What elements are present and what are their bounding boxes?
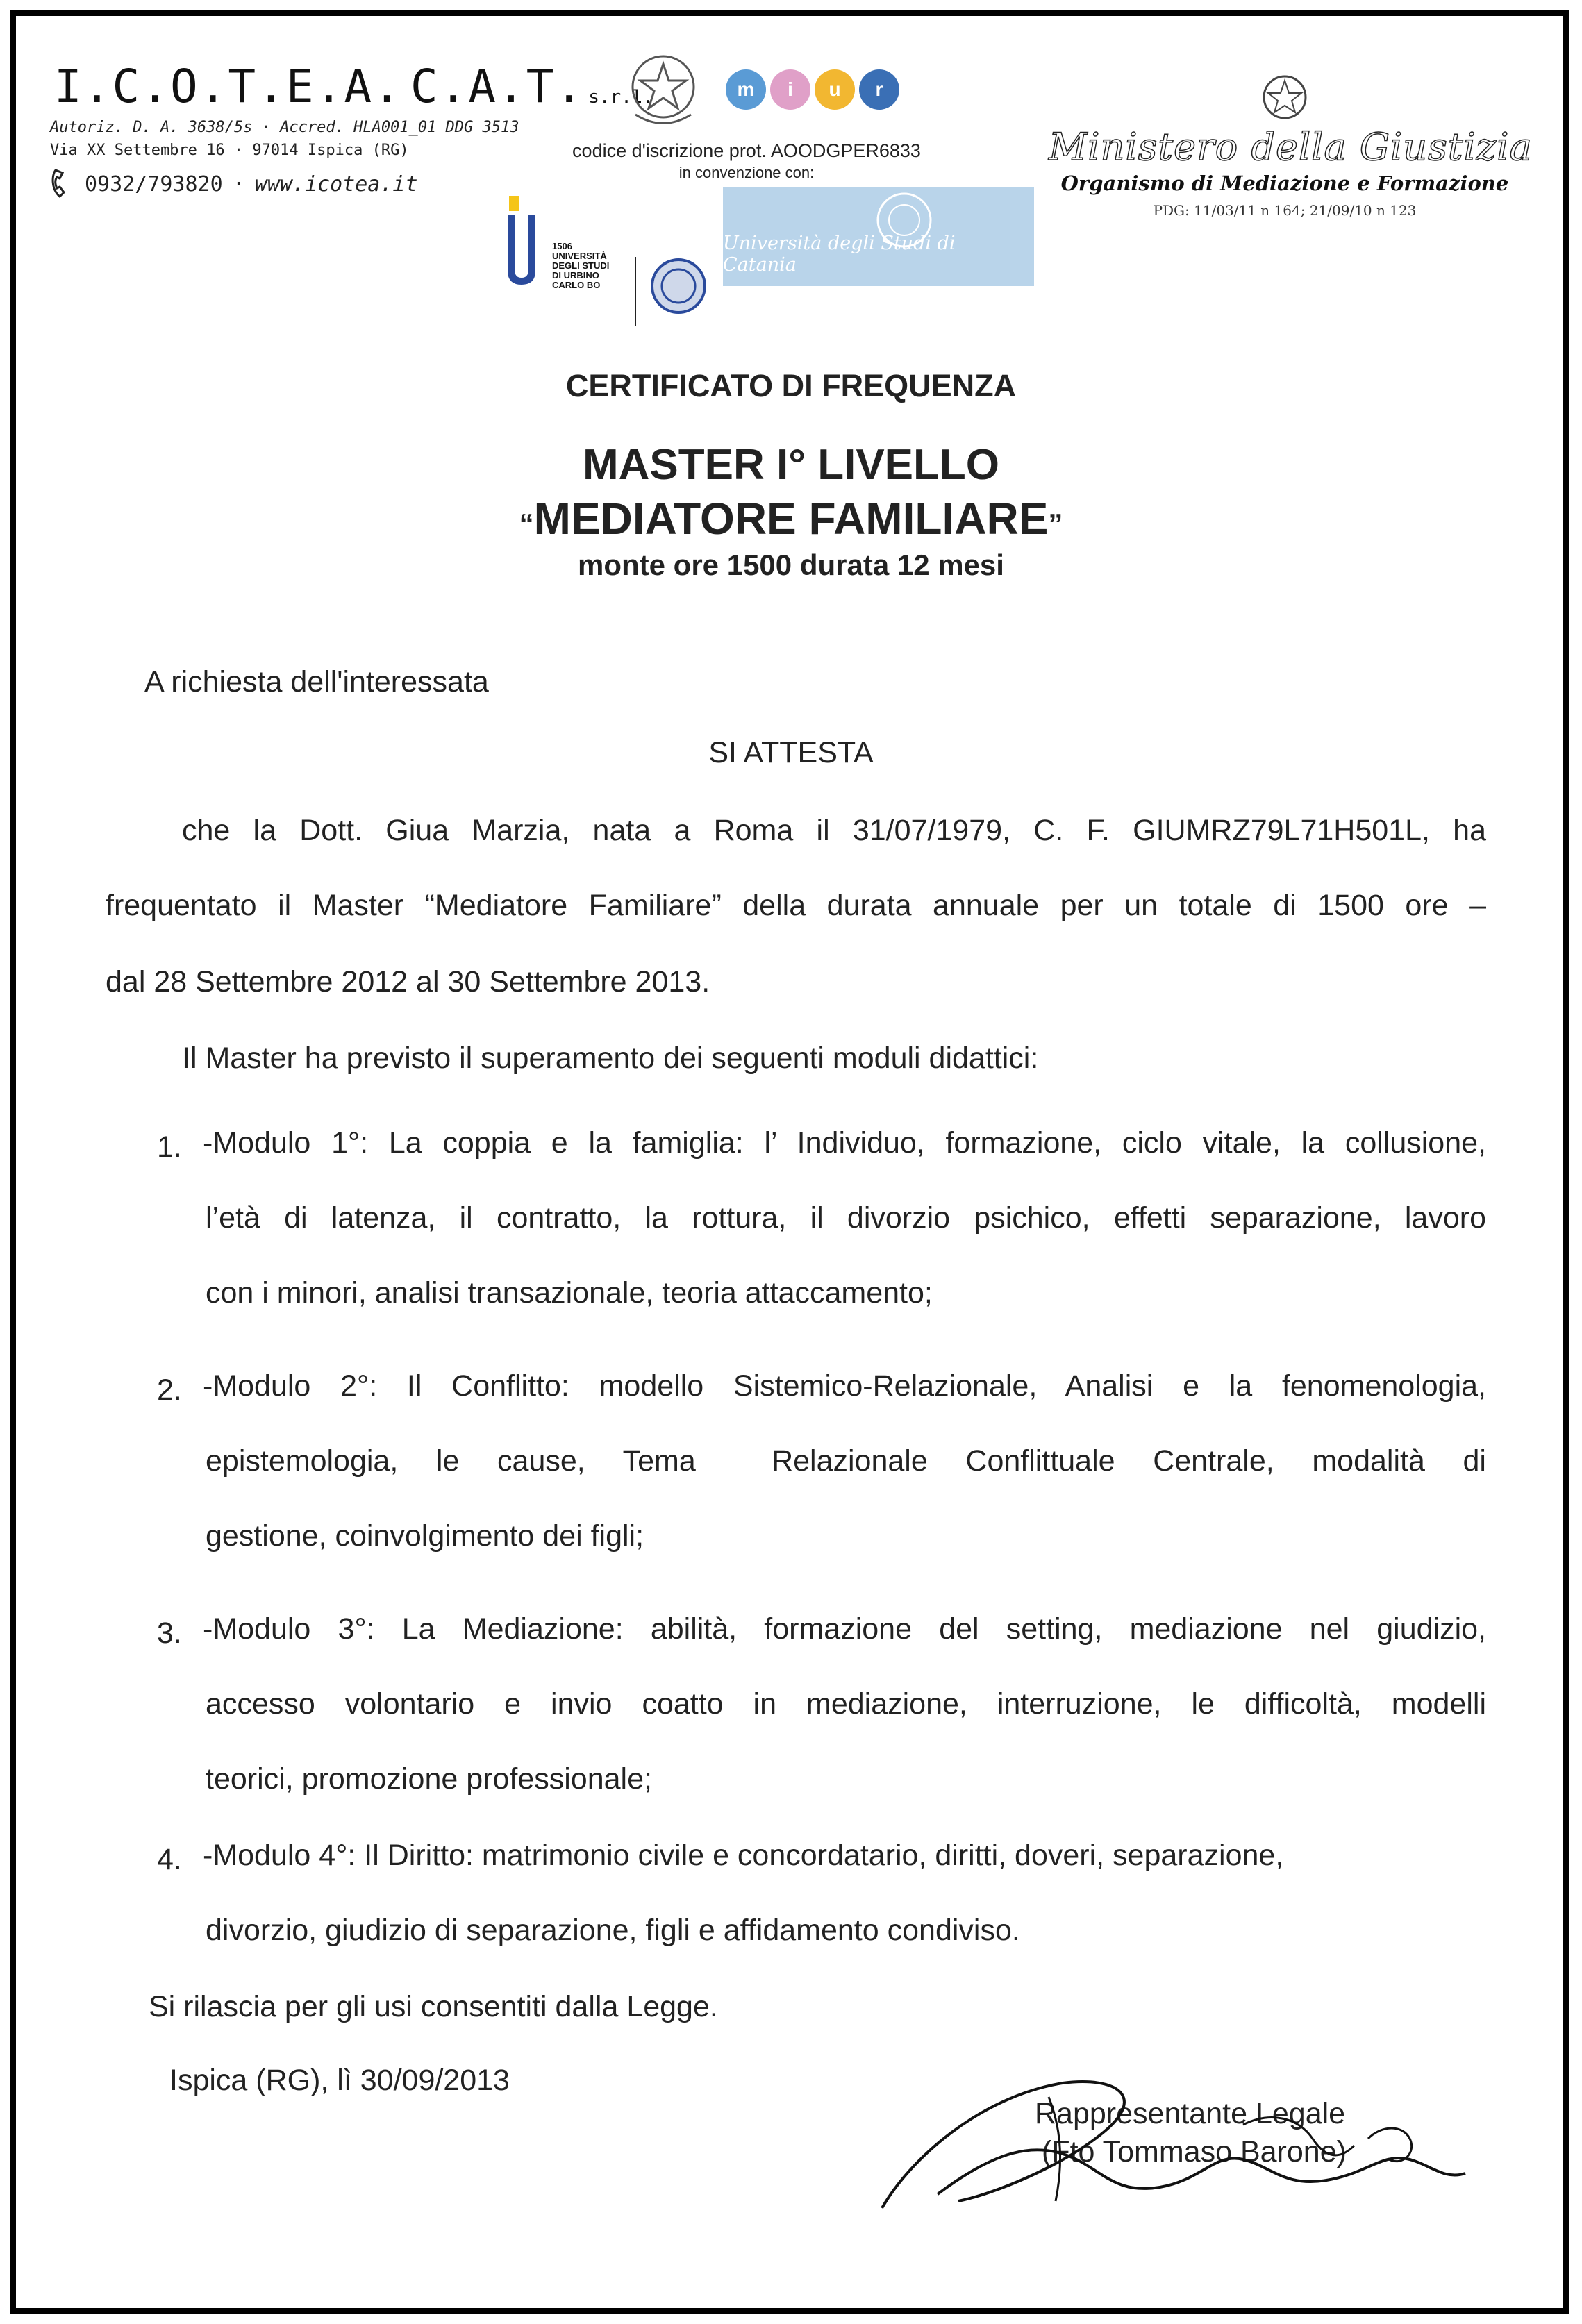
module-line: -Modulo 1°: La coppia e la famiglia: l’ Individuo, formazione, ciclo vitale, la collusione, <box>203 1126 1486 1160</box>
ministry-header <box>1049 69 1533 219</box>
paragraph-line-1: che la Dott. Giua Marzia, nata a Roma il 31/07/1979, C. F. GIUMRZ79L71H501L, ha <box>182 814 1486 847</box>
course-name <box>0 493 1582 544</box>
phone-number: 0932/793820 <box>85 172 223 197</box>
logo-icotea-text: I.C.O.T.E.A. <box>54 60 402 113</box>
icotea-header <box>50 60 654 199</box>
contact-line <box>50 169 494 199</box>
authorization-text: Autoriz. D. A. 3638/5s · Accred. HLA001_01 DDG 3513 <box>50 119 519 136</box>
pdg-reference: PDG: 11/03/11 n 164; 21/09/10 n 123 <box>1153 202 1417 219</box>
module-number: 4. <box>157 1843 182 1876</box>
module-line: -Modulo 2°: Il Conflitto: modello Sistemico-Relazionale, Analisi e la fenomenologia, <box>203 1369 1486 1403</box>
module-number: 3. <box>157 1616 182 1650</box>
address-text: Via XX Settembre 16 · 97014 Ispica (RG) <box>50 142 409 159</box>
uniurb-seal-icon <box>649 257 708 315</box>
module-line: divorzio, giudizio di separazione, figli e affidamento condiviso. <box>206 1914 1020 1947</box>
logo-cat-text: C.A.T. <box>410 60 585 113</box>
signature-name: (Fto Tommaso Barone) <box>1042 2135 1347 2168</box>
document-frame <box>10 10 1569 2314</box>
paragraph-line-2: frequentato il Master “Mediatore Familiare” della durata annuale per un totale di 1500 ore – <box>106 889 1486 922</box>
uniurb-line2: DEGLI STUDI <box>552 260 610 271</box>
uniurb-year: 1506 <box>552 241 572 251</box>
course-title: MEDIATORE FAMILIARE <box>533 494 1049 544</box>
republic-emblem-icon <box>1257 69 1313 125</box>
paragraph-line-3: dal 28 Settembre 2012 al 30 Settembre 2013. <box>106 965 710 998</box>
organism-title: Organismo di Mediazione e Formazione <box>1060 172 1509 195</box>
convention-label: in convenzione con: <box>678 164 815 181</box>
attest-heading: SI ATTESTA <box>708 736 874 769</box>
master-level: MASTER I° LIVELLO <box>582 441 1000 489</box>
modules-intro: Il Master ha previsto il superamento dei seguenti moduli didattici: <box>182 1042 1039 1075</box>
module-line: con i minori, analisi transazionale, teoria attaccamento; <box>206 1276 933 1310</box>
uniurb-line1: UNIVERSITÀ <box>552 251 607 261</box>
module-line: -Modulo 3°: La Mediazione: abilità, formazione del setting, mediazione nel giudizio, <box>203 1612 1486 1646</box>
logo-srl-text: s.r.l. <box>588 87 654 108</box>
course-details: monte ore 1500 durata 12 mesi <box>578 549 1004 581</box>
request-line: A richiesta dell'interessata <box>144 665 489 699</box>
release-statement: Si rilascia per gli usi consentiti dalla Legge. <box>149 1990 718 2023</box>
uniurb-line4: CARLO BO <box>552 280 601 290</box>
registration-code: codice d'iscrizione prot. AOODGPER6833 <box>572 140 921 161</box>
module-line: epistemologia, le cause, Tema Relazionale Conflittuale Centrale, modalità di <box>206 1444 1486 1478</box>
open-quote: “ <box>519 508 534 540</box>
close-quote: ” <box>1048 508 1063 540</box>
certificate-title: CERTIFICATO DI FREQUENZA <box>565 368 1017 403</box>
module-number: 2. <box>157 1373 182 1407</box>
website-link[interactable]: www.icotea.it <box>254 172 418 197</box>
miur-letter-r: r <box>859 69 899 110</box>
unict-name: Università degli Studi di Catania <box>723 233 956 276</box>
miur-letter-u: u <box>815 69 855 110</box>
module-line: l’età di latenza, il contratto, la rottura, il divorzio psichico, effetti separazione, lavoro <box>206 1201 1486 1235</box>
module-line: gestione, coinvolgimento dei figli; <box>206 1519 644 1553</box>
separator-dot: · <box>232 172 245 197</box>
place-date: Ispica (RG), lì 30/09/2013 <box>169 2064 510 2097</box>
handwritten-signature <box>854 2055 1479 2222</box>
uniurb-logo <box>503 187 642 326</box>
module-number: 1. <box>157 1130 182 1164</box>
miur-letter-i: i <box>770 69 810 110</box>
unict-seal-icon <box>876 192 933 249</box>
module-line: -Modulo 4°: Il Diritto: matrimonio civile e concordatario, diritti, doveri, separazione, <box>203 1839 1284 1872</box>
miur-logo <box>726 69 899 110</box>
italian-emblem-icon <box>625 49 701 132</box>
miur-letter-m: m <box>726 69 766 110</box>
accreditation-header <box>503 49 1045 299</box>
signature-role: Rappresentante Legale <box>1035 2097 1346 2130</box>
uniurb-line3: DI URBINO <box>552 270 599 281</box>
module-line: teorici, promozione professionale; <box>206 1762 652 1796</box>
phone-icon <box>50 169 75 199</box>
module-line: accesso volontario e invio coatto in mediazione, interruzione, le difficoltà, modelli <box>206 1687 1486 1721</box>
ministry-title: Ministero della Giustizia <box>1049 125 1533 169</box>
icotea-logo <box>50 60 654 113</box>
unict-logo <box>723 187 1034 286</box>
